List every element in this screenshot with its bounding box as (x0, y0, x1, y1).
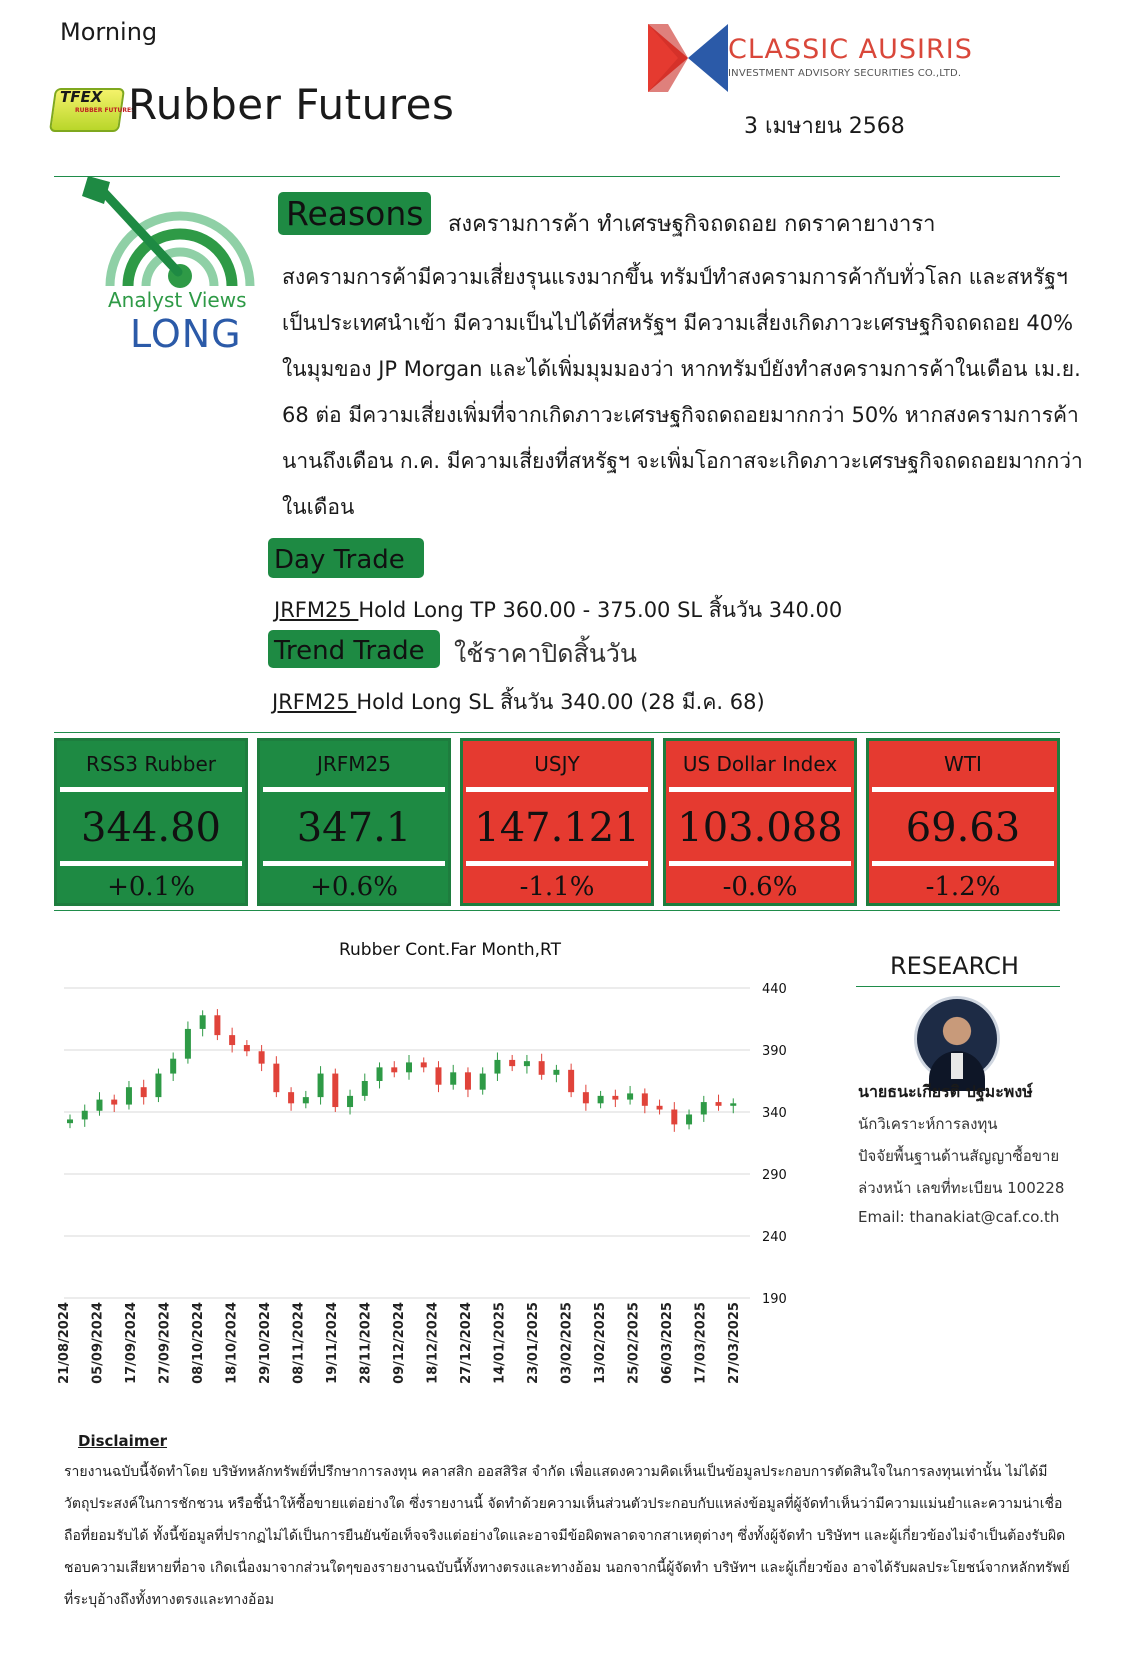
indicator-name: WTI (944, 752, 982, 776)
analyst-email[interactable]: Email: thanakiat@caf.co.th (858, 1208, 1060, 1226)
chart-grid (64, 988, 750, 1298)
x-tick-label: 23/01/2025 (526, 1302, 541, 1384)
candle-body (273, 1064, 279, 1093)
candle-body (450, 1072, 456, 1084)
analyst-role: นักวิเคราะห์การลงทุน (858, 1115, 998, 1133)
candle-body (553, 1070, 559, 1075)
x-tick-label: 13/02/2025 (593, 1302, 608, 1384)
candle-body (435, 1067, 441, 1084)
disclaimer-body: รายงานฉบับนี้จัดทำโดย บริษัทหลักทรัพย์ที่ปรึกษาการลงทุน คลาสสิก ออสสิริส จำกัด เพื่อแสดงความคิดเห็นเป็นข้อมูลประกอบการตัดสินใจในการลงทุนเท่านั้น ไม่ได้มีวัตถุประสงค์ในการชักชวน หรือชี้นำให้ซื้อขายแต่อย่างใด ซึ่งรายงานนี้ จัดทำด้วยความเห็นส่วนตัวประกอบกับแหล่งข้อมูลที่ผู้จัดทำเห็นว่ามีความแม่นยำและความน่าเชื่อถือที่ยอมรับได้ ทั้งนี้ข้อมูลที่ปรากฏไม่ได้เป็นการยืนยันข้อเท็จจริงแต่อย่างใดและอาจมีข้อผิดพลาดจากสาเหตุต่างๆ ซึ่งทั้งผู้จัดทำ บริษัทฯ และผู้เกี่ยวข้องไม่จำเป็นต้องรับผิดชอบความเสียหายที่อาจ เกิดเนื่องมาจากส่วนใดๆของรายงานฉบับนี้ทั้งทางตรงและทางอ้อม นอกจากนี้ผู้จัดทำ บริษัทฯ และผู้เกี่ยวข้อง อาจได้รับผลประโยชน์จากหลักทรัพย์ที่ระบุอ้างถึงทั้งทางตรงและทางอ้อม (64, 1464, 1070, 1608)
indicator-name: US Dollar Index (682, 752, 838, 776)
indicator-value: 344.80 (81, 805, 221, 851)
candle-body (701, 1102, 707, 1114)
candle-body (421, 1062, 427, 1067)
x-tick-label: 21/08/2024 (57, 1302, 72, 1384)
candle-body (347, 1096, 353, 1107)
trend-trade-line (272, 686, 765, 719)
candle-body (465, 1072, 471, 1089)
disclaimer-title: Disclaimer (78, 1432, 168, 1450)
analyst-avatar (914, 996, 1000, 1082)
divider (54, 732, 1060, 733)
x-tick-label: 06/03/2025 (660, 1302, 675, 1384)
candle-body (568, 1070, 574, 1092)
candle-body (67, 1119, 73, 1123)
rubber-price-chart (57, 928, 860, 1428)
x-tick-label: 27/12/2024 (459, 1302, 474, 1384)
divider (54, 910, 1060, 911)
indicator-change: -1.2% (925, 872, 1001, 902)
day-trade-text: Hold Long TP 360.00 - 375.00 SL สิ้นวัน 340.00 (358, 598, 843, 622)
report-date: 3 เมษายน 2568 (744, 114, 905, 139)
x-tick-label: 27/03/2025 (727, 1302, 742, 1384)
candle-body (332, 1074, 338, 1107)
candle-body (406, 1062, 412, 1072)
indicator-change: -0.6% (722, 872, 798, 902)
x-tick-label: 08/10/2024 (191, 1302, 206, 1384)
company-name: CLASSIC AUSIRIS (728, 34, 973, 65)
indicator-box-usjy (460, 738, 654, 906)
analyst-name: นายธนะเกียรติ ปฐมะพงษ์ (858, 1082, 1033, 1101)
x-tick-label: 09/12/2024 (392, 1302, 407, 1384)
x-tick-label: 17/09/2024 (124, 1302, 139, 1384)
indicator-box-jrfm25 (257, 738, 451, 906)
x-tick-label: 05/09/2024 (90, 1302, 106, 1384)
divider (856, 986, 1060, 987)
chart-title: Rubber Cont.Far Month,RT (338, 940, 562, 960)
company-subtitle: INVESTMENT ADVISORY SECURITIES CO.,LTD. (728, 68, 962, 79)
session-label: Morning (60, 18, 158, 46)
day-trade-symbol: JRFM25 (274, 598, 359, 622)
candle-body (259, 1051, 265, 1063)
research-title: RESEARCH (890, 952, 1019, 980)
candle-body (288, 1092, 294, 1103)
x-tick-label: 25/02/2025 (626, 1302, 642, 1384)
candle-body (214, 1015, 220, 1035)
candle-body (730, 1103, 736, 1105)
indicator-box-dxy (663, 738, 857, 906)
analyst-license-number: ล่วงหน้า เลขที่ทะเบียน 100228 (858, 1179, 1065, 1197)
x-tick-label: 27/09/2024 (157, 1302, 173, 1384)
trend-trade-note: ใช้ราคาปิดสิ้นวัน (454, 639, 637, 668)
chart-y-axis (762, 982, 787, 1307)
candle-body (244, 1045, 250, 1051)
trend-trade-tag: Trend Trade (268, 630, 440, 668)
x-tick-label: 03/02/2025 (559, 1302, 575, 1384)
candle-body (657, 1106, 663, 1110)
candle-body (318, 1074, 324, 1098)
company-logo-icon (648, 24, 728, 92)
target-dart-icon (70, 176, 250, 296)
y-tick-label: 240 (762, 1230, 787, 1245)
trend-trade-text: Hold Long SL สิ้นวัน 340.00 (28 มี.ค. 68) (356, 690, 765, 714)
x-tick-label: 14/01/2025 (492, 1302, 508, 1384)
candle-body (96, 1100, 102, 1111)
candle-body (598, 1096, 604, 1103)
day-trade-tag: Day Trade (268, 538, 424, 578)
y-tick-label: 340 (762, 1106, 787, 1121)
indicator-value: 103.088 (677, 805, 843, 851)
candle-body (494, 1060, 500, 1074)
candle-body (716, 1102, 722, 1106)
indicator-panel (54, 738, 1060, 906)
candle-body (509, 1060, 515, 1066)
x-tick-label: 29/10/2024 (258, 1302, 273, 1384)
y-tick-label: 440 (762, 982, 787, 997)
y-tick-label: 390 (762, 1044, 787, 1059)
x-tick-label: 28/11/2024 (358, 1302, 374, 1384)
candle-body (82, 1111, 88, 1120)
analyst-views-label: Analyst Views (108, 288, 247, 312)
indicator-change: +0.6% (310, 872, 398, 902)
tfex-logo-text: TFEX (60, 88, 103, 106)
tfex-logo-sub: RUBBER FUTURES (75, 107, 136, 114)
candle-body (612, 1096, 618, 1100)
reasons-body: สงครามการค้ามีความเสี่ยงรุนแรงมากขึ้น ทรัมป์ทำสงครามการค้ากับทั่วโลก และสหรัฐฯ เป็นประเทศนำเข้า มีความเป็นไปได้ที่สหรัฐฯ มีความเสี่ยงเกิดภาวะเศรษฐกิจถดถอย 40% ในมุมของ JP Morgan และได้เพิ่มมุมมองว่า หากทรัมป์ยังทำสงครามการค้าในเดือน เม.ย. 68 ต่อ มีความเสี่ยงเพิ่มที่จากเกิดภาวะเศรษฐกิจถดถอยมากกว่า 50% หากสงครามการค้านานถึงเดือน ก.ค. มีความเสี่ยงที่สหรัฐฯ จะเพิ่มโอกาสจะเกิดภาวะเศรษฐกิจถดถอยมากกว่าในเดือน (282, 265, 1083, 519)
candle-body (480, 1074, 486, 1090)
candle-body (141, 1087, 147, 1097)
candle-body (303, 1097, 309, 1103)
x-tick-label: 18/10/2024 (224, 1302, 240, 1384)
indicator-change: +0.1% (107, 872, 195, 902)
candle-body (362, 1081, 368, 1096)
x-tick-label: 08/11/2024 (291, 1302, 307, 1384)
indicator-box-wti (866, 738, 1060, 906)
chart-x-axis (57, 1302, 742, 1384)
candle-body (111, 1100, 117, 1105)
candle-body (671, 1110, 677, 1125)
candle-body (686, 1114, 692, 1124)
candle-body (583, 1092, 589, 1103)
indicator-value: 147.121 (474, 805, 640, 851)
x-tick-label: 19/11/2024 (325, 1302, 340, 1384)
candle-body (642, 1093, 648, 1105)
candle-body (170, 1059, 176, 1074)
day-trade-line (274, 594, 842, 627)
indicator-value: 69.63 (905, 805, 1021, 851)
analyst-position: LONG (130, 312, 242, 356)
candle-body (200, 1015, 206, 1029)
indicator-name: JRFM25 (316, 752, 391, 776)
trend-trade-symbol: JRFM25 (272, 690, 357, 714)
candle-body (155, 1074, 161, 1098)
reasons-headline: สงครามการค้า ทำเศรษฐกิจถดถอย กดราคายางารา (448, 212, 936, 237)
candle-body (391, 1067, 397, 1072)
candle-body (627, 1093, 633, 1099)
candle-body (126, 1087, 132, 1104)
indicator-change: -1.1% (519, 872, 595, 902)
candle-body (539, 1061, 545, 1075)
analyst-license: ปัจจัยพื้นฐานด้านสัญญาซื้อขาย (858, 1147, 1060, 1165)
indicator-name: RSS3 Rubber (86, 752, 216, 776)
candle-body (185, 1029, 191, 1059)
reasons-tag: Reasons (278, 192, 431, 235)
chart-candles (67, 1009, 736, 1132)
x-tick-label: 17/03/2025 (693, 1302, 709, 1384)
y-tick-label: 290 (762, 1168, 787, 1183)
y-tick-label: 190 (762, 1292, 787, 1307)
x-tick-label: 18/12/2024 (425, 1302, 441, 1384)
indicator-box-rss3 (54, 738, 248, 906)
candle-body (524, 1061, 530, 1066)
page-title: Rubber Futures (128, 80, 455, 129)
indicator-name: USJY (534, 752, 580, 776)
indicator-value: 347.1 (296, 805, 412, 851)
candle-body (377, 1067, 383, 1081)
candle-body (229, 1035, 235, 1045)
